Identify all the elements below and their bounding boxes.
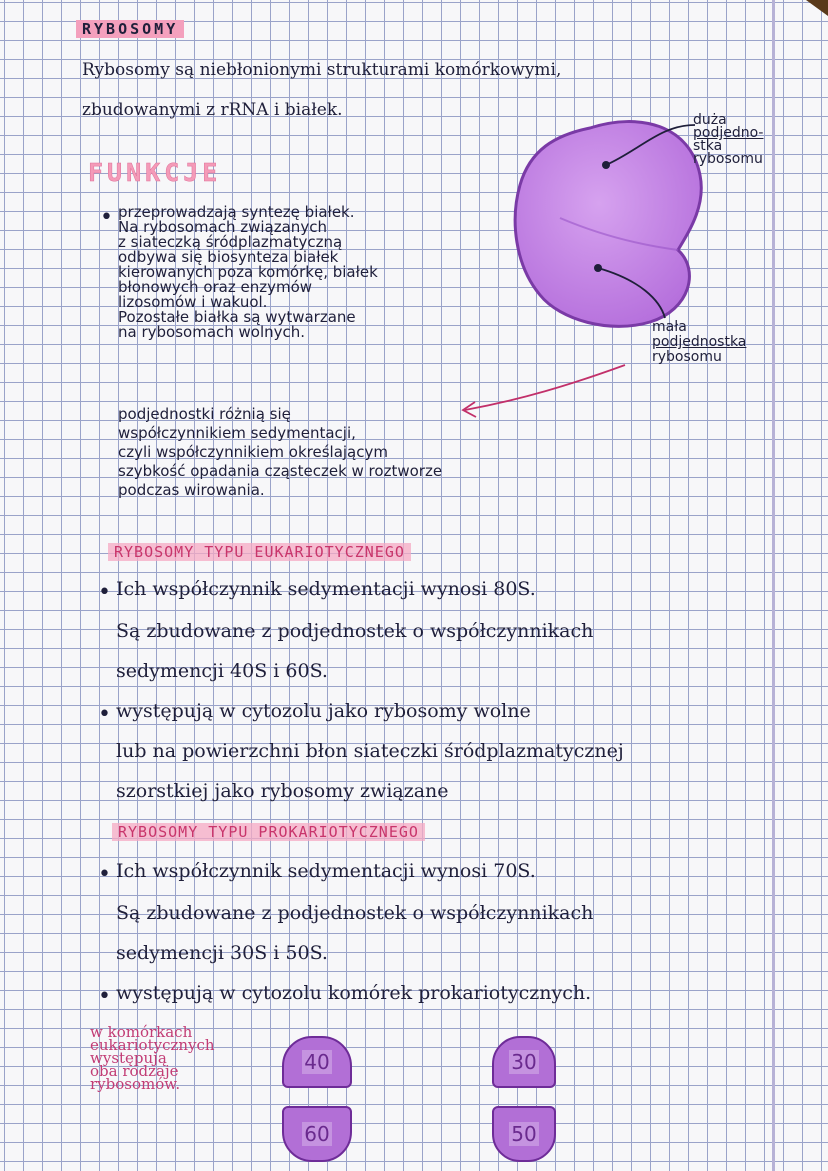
prokaryotic-line: występują w cytozolu komórek prokariotycznych.: [116, 982, 592, 1004]
note-both-ribosome-types: [90, 1023, 215, 1093]
functions-line: na rybosomach wolnych.: [118, 323, 306, 341]
functions-line: lizosomów i wakuol.: [118, 293, 268, 311]
functions-line: kierowanych poza komórkę, białek: [118, 263, 378, 281]
note-line: rybosomów.: [90, 1075, 181, 1093]
label-line: mała: [652, 319, 687, 335]
eukaryotic-line: szorstkiej jako rybosomy związane: [116, 780, 449, 802]
prokaryotic-small-subunit: 30: [492, 1036, 556, 1088]
bullet-icon: •: [98, 984, 111, 1009]
prokaryotic-line: Są zbudowane z podjednostek o współczynnikach: [116, 902, 594, 924]
eukaryotic-large-subunit: 60: [282, 1106, 352, 1162]
label-line: rybosomu: [693, 151, 763, 167]
label-line: stka: [693, 138, 723, 154]
eukaryotic-line: Ich współczynnik sedymentacji wynosi 80S.: [116, 578, 536, 600]
functions-line: Na rybosomach związanych: [118, 218, 327, 236]
prokaryotic-line: Ich współczynnik sedymentacji wynosi 70S.: [116, 860, 536, 882]
arrow-icon: [465, 365, 625, 410]
prokaryotic-line: sedymencji 30S i 50S.: [116, 942, 328, 964]
page-title: RYBOSOMY: [76, 20, 184, 38]
intro-line-1: Rybosomy są niebłonionymi strukturami komórkowymi,: [82, 60, 562, 80]
eukaryotic-heading: RYBOSOMY TYPU EUKARIOTYCZNEGO: [108, 542, 411, 561]
bullet-icon: •: [98, 580, 111, 605]
bullet-icon: •: [98, 702, 111, 727]
functions-line: przeprowadzają syntezę białek.: [118, 203, 355, 221]
functions-line: odbywa się biosynteza białek: [118, 248, 339, 266]
ribosome-shape: [515, 122, 701, 327]
functions-line: Pozostałe białka są wytwarzane: [118, 308, 356, 326]
label-large-subunit: [693, 114, 763, 166]
funkcje-heading: FUNKCJE: [88, 158, 222, 187]
eukaryotic-line: występują w cytozolu jako rybosomy wolne: [116, 700, 531, 722]
ribosome-diagram: [0, 0, 828, 560]
note-line: występują: [90, 1049, 167, 1067]
eukaryotic-small-subunit: 40: [282, 1036, 352, 1088]
label-small-subunit: [652, 320, 746, 365]
label-line: podjedno-: [693, 125, 764, 141]
note-line: oba rodzaje: [90, 1062, 179, 1080]
bullet-icon: •: [98, 862, 111, 887]
label-line: podjednostka: [652, 334, 747, 350]
sedimentation-line: podjednostki różnią się: [118, 405, 291, 423]
sedimentation-line: czyli współczynnikiem określającym: [118, 443, 388, 461]
bullet-icon: •: [100, 205, 113, 230]
eukaryotic-line: Są zbudowane z podjednostek o współczynnikach: [116, 620, 594, 642]
functions-line: z siateczką śródplazmatyczną: [118, 233, 343, 251]
note-line: eukariotycznych: [90, 1036, 215, 1054]
sedimentation-line: współczynnikiem sedymentacji,: [118, 424, 356, 442]
eukaryotic-line: lub na powierzchni błon siateczki śródplazmatycznej: [116, 740, 624, 762]
prokaryotic-large-subunit: 50: [492, 1106, 556, 1162]
sedimentation-line: szybkość opadania cząsteczek w roztworze: [118, 462, 443, 480]
note-line: w komórkach: [90, 1023, 193, 1041]
functions-line: błonowych oraz enzymów: [118, 278, 313, 296]
label-line: duża: [693, 112, 727, 128]
intro-line-2: zbudowanymi z rRNA i białek.: [82, 100, 343, 120]
label-line: rybosomu: [652, 349, 722, 365]
sedimentation-line: podczas wirowania.: [118, 481, 265, 499]
prokaryotic-heading: RYBOSOMY TYPU PROKARIOTYCZNEGO: [112, 822, 425, 841]
eukaryotic-line: sedymencji 40S i 60S.: [116, 660, 328, 682]
